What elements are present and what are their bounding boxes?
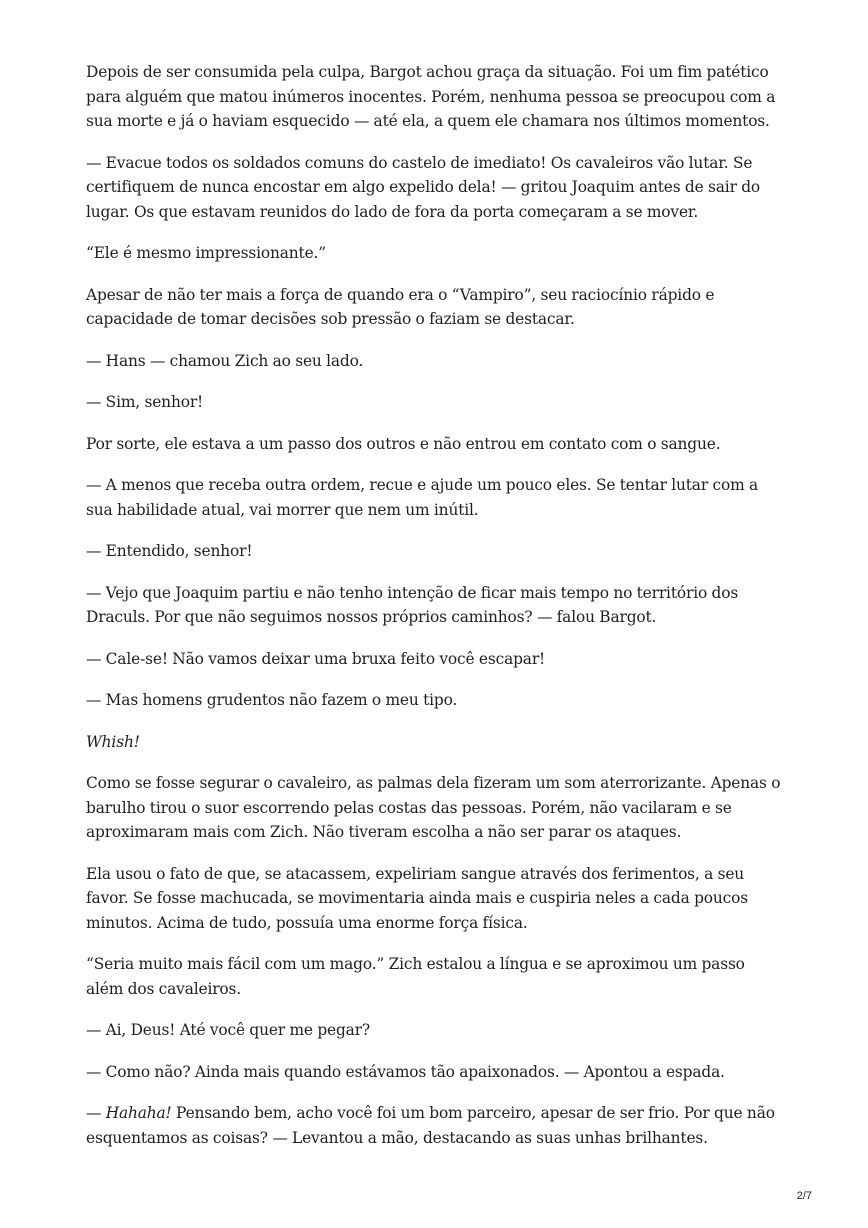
paragraph: Ela usou o fato de que, se atacassem, expeliriam sangue através dos ferimentos, a seu favor. Se fosse machucada, se movimentaria ainda mais e cuspiria neles a cada poucos minutos. Acima de tudo, possuía uma enorme força física.: [86, 864, 749, 932]
paragraph: “Ele é mesmo impressionante.”: [86, 244, 327, 262]
paragraph: Como se fosse segurar o cavaleiro, as palmas dela fizeram um som aterrorizante. Apenas o barulho tirou o suor escorrendo pelas costas das pessoas. Porém, não vacilaram e se aproximaram mais com Zich. Não tiveram escolha a não ser parar os ataques.: [86, 774, 781, 841]
paragraph: — Entendido, senhor!: [86, 542, 253, 560]
paragraph-rest: Pensando bem, acho você foi um bom parceiro, apesar de ser frio. Por que não esquentamos as coisas? — Levantou a mão, destacando as suas unhas brilhantes.: [86, 1104, 775, 1147]
paragraph: — Sim, senhor!: [86, 393, 204, 411]
document-body: [86, 60, 786, 1167]
paragraph: Por sorte, ele estava a um passo dos outros e não entrou em contato com o sangue.: [86, 434, 721, 453]
paragraph: Depois de ser consumida pela culpa, Bargot achou graça da situação. Foi um fim patético para alguém que matou inúmeros inocentes. Porém, nenhuma pessoa se preocupou com a sua morte e já o haviam esquecido — até ela, a quem ele chamara nos últimos momentos.: [86, 63, 776, 130]
paragraph: — A menos que receba outra ordem, recue e ajude um pouco eles. Se tentar lutar com a sua habilidade atual, vai morrer que nem um inútil.: [86, 476, 758, 519]
paragraph: “Seria muito mais fácil com um mago.” Zich estalou a língua e se aproximou um passo além dos cavaleiros.: [86, 955, 745, 998]
paragraph: Apesar de não ter mais a força de quando era o “Vampiro”, seu raciocínio rápido e capacidade de tomar decisões sob pressão o faziam se destacar.: [86, 285, 715, 328]
paragraph: — Hans — chamou Zich ao seu lado.: [86, 351, 364, 370]
dialogue-dash: —: [86, 1104, 106, 1122]
sound-effect: Whish!: [86, 732, 140, 751]
paragraph: — Como não? Ainda mais quando estávamos tão apaixonados. — Apontou a espada.: [86, 1062, 725, 1081]
page-number: 2/7: [796, 1190, 812, 1202]
laugh-italic: Hahaha!: [105, 1104, 172, 1122]
paragraph: — Ai, Deus! Até você quer me pegar?: [86, 1021, 371, 1039]
sound-effect-paragraph: [86, 730, 786, 755]
paragraph: — Vejo que Joaquim partiu e não tenho intenção de ficar mais tempo no território dos Draculs. Por que não seguimos nossos próprios caminhos? — falou Bargot.: [86, 583, 739, 626]
paragraph: — Mas homens grudentos não fazem o meu tipo.: [86, 691, 458, 709]
paragraph: [86, 1101, 786, 1150]
paragraph: — Evacue todos os soldados comuns do castelo de imediato! Os cavaleiros vão lutar. Se certifiquem de nunca encostar em algo expelido dela! — gritou Joaquim antes de sair do lugar. Os que estavam reunidos do lado de fora da porta começaram a se mover.: [86, 153, 761, 221]
paragraph: — Cale-se! Não vamos deixar uma bruxa feito você escapar!: [86, 649, 546, 668]
